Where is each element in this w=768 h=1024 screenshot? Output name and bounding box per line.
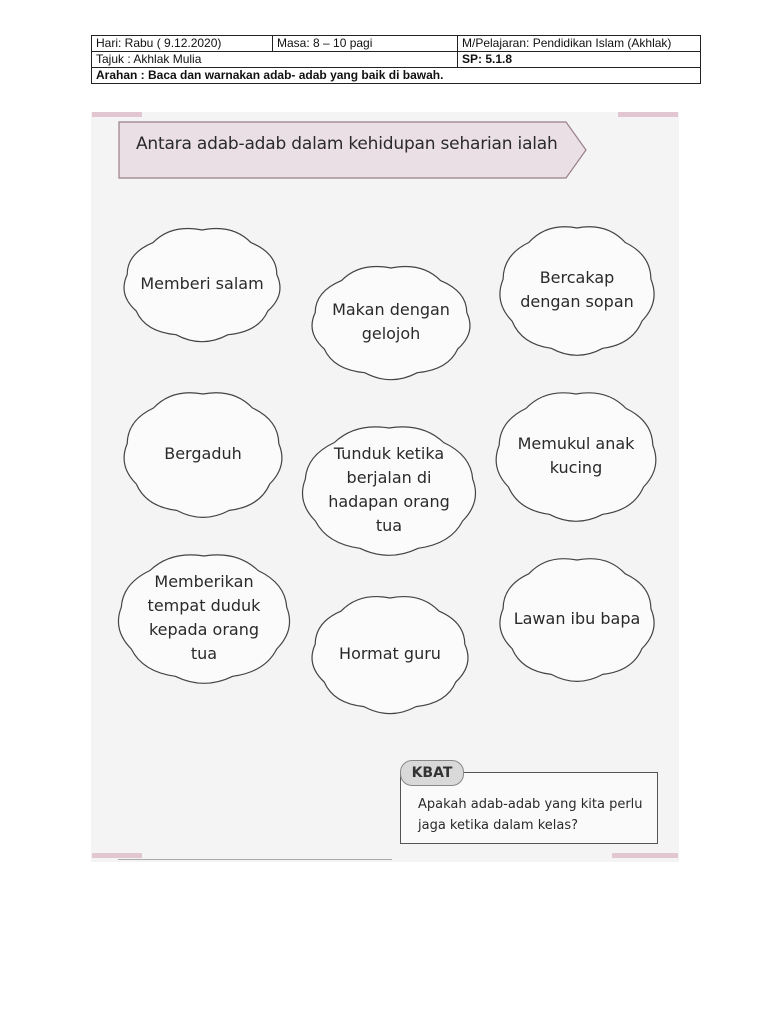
corner-stripe-bottom-right [612,853,678,858]
topic-cell: Tajuk : Akhlak Mulia [92,52,458,68]
banner-title: Antara adab-adab dalam kehidupan seharian ialah [136,134,558,154]
kbat-question-box [398,760,660,846]
cloud-tunduk-ketika-berjalan[interactable] [296,420,482,560]
cloud-makan-dengan-gelojoh[interactable] [306,260,476,384]
day-date-cell: Hari: Rabu ( 9.12.2020) [92,36,273,52]
answer-line [118,859,392,860]
corner-stripe-top-right [618,112,678,117]
cloud-memberi-salam[interactable] [118,222,286,346]
title-banner [118,120,588,180]
cloud-label: Memberi salam [140,274,264,293]
cloud-lawan-ibu-bapa[interactable] [494,552,660,686]
cloud-label: Makan dengan gelojoh [332,300,450,343]
corner-stripe-bottom-left [92,853,142,858]
standard-cell: SP: 5.1.8 [458,52,701,68]
time-cell: Masa: 8 – 10 pagi [273,36,458,52]
cloud-memberikan-tempat-duduk[interactable] [112,548,296,688]
corner-stripe-top-left [92,112,142,117]
cloud-label: Bercakap dengan sopan [520,268,634,311]
cloud-label: Hormat guru [339,644,441,663]
instruction-cell: Arahan : Baca dan warnakan adab- adab yang baik di bawah. [92,68,701,84]
cloud-hormat-guru[interactable] [306,590,474,718]
kbat-question: Apakah adab-adab yang kita perlu jaga ketika dalam kelas? [418,797,643,833]
cloud-label: Memberikan tempat duduk kepada orang tua [147,572,261,663]
cloud-memukul-anak-kucing[interactable] [490,386,662,526]
cloud-label: Bergaduh [164,444,242,463]
kbat-label: KBAT [400,760,464,786]
cloud-bercakap-dengan-sopan[interactable] [494,220,660,360]
lesson-header-table [91,35,701,84]
subject-cell: M/Pelajaran: Pendidikan Islam (Akhlak) [458,36,701,52]
cloud-label: Lawan ibu bapa [513,609,641,628]
cloud-bergaduh[interactable] [118,386,288,522]
cloud-label: Memukul anak kucing [517,434,635,477]
cloud-label: Tunduk ketika berjalan di hadapan orang tua [328,444,450,535]
